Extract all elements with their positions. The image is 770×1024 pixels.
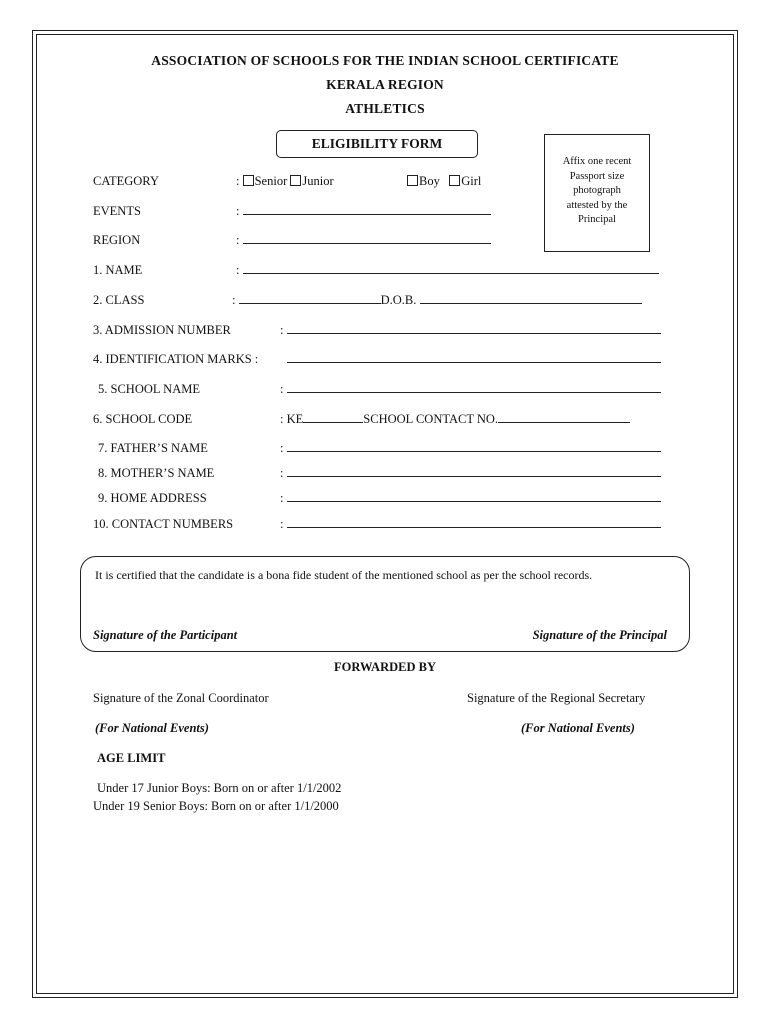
certification-box [80, 556, 690, 652]
school-code-field[interactable] [303, 412, 363, 423]
name-label: 1. NAME [93, 263, 143, 277]
class-field[interactable] [239, 293, 381, 304]
identification-line-wrap [287, 352, 661, 367]
photo-note-line: Passport size [569, 170, 625, 182]
admission-field[interactable] [287, 323, 661, 334]
dob-field[interactable] [420, 293, 642, 304]
events-colon: : [236, 204, 491, 219]
home-address-label: 9. HOME ADDRESS [98, 491, 207, 505]
certification-text: It is certified that the candidate is a bona fide student of the mentioned school as per the school records. [95, 568, 593, 582]
zonal-signature: Signature of the Zonal Coordinator [93, 691, 269, 705]
school-name-field[interactable] [287, 382, 661, 393]
gender-options [407, 174, 481, 189]
form-title: ELIGIBILITY FORM [276, 130, 478, 158]
boy-checkbox[interactable] [407, 175, 418, 186]
header-region: KERALA REGION [326, 77, 444, 92]
school-name-label: 5. SCHOOL NAME [98, 382, 200, 396]
mother-label: 8. MOTHER’S NAME [98, 466, 215, 480]
girl-checkbox[interactable] [449, 175, 460, 186]
dob-label: D.O.B. [380, 293, 417, 307]
name-colon: : [236, 263, 659, 278]
junior-checkbox[interactable] [290, 175, 301, 186]
boy-label: Boy [419, 174, 440, 188]
school-contact-label: SCHOOL CONTACT NO. [363, 412, 499, 426]
contact-numbers-field[interactable] [287, 517, 661, 528]
contact-numbers-colon: : [280, 517, 661, 532]
senior-checkbox[interactable] [243, 175, 254, 186]
girl-label: Girl [461, 174, 482, 188]
identification-label: 4. IDENTIFICATION MARKS : [93, 352, 259, 366]
senior-label: Senior [254, 174, 288, 188]
events-label: EVENTS [93, 204, 141, 218]
home-address-colon: : [280, 491, 661, 506]
region-label: REGION [93, 233, 141, 247]
photo-note-line: Affix one recent [562, 156, 632, 167]
contact-numbers-label: 10. CONTACT NUMBERS [93, 517, 234, 531]
regional-signature: Signature of the Regional Secretary [467, 691, 646, 705]
home-address-field[interactable] [287, 491, 661, 502]
school-code-label: 6. SCHOOL CODE [93, 412, 193, 426]
age-limit-junior: Under 17 Junior Boys: Born on or after 1/1/2002 [97, 781, 342, 795]
identification-field[interactable] [287, 352, 661, 363]
header-association: ASSOCIATION OF SCHOOLS FOR THE INDIAN SCHOOL CERTIFICATE [151, 53, 619, 68]
school-name-colon: : [280, 382, 661, 397]
school-code-colon: : KE SCHOOL CONTACT NO. [280, 412, 630, 427]
mother-colon: : [280, 466, 661, 481]
admission-label: 3. ADMISSION NUMBER [93, 323, 231, 337]
father-label: 7. FATHER’S NAME [98, 441, 208, 455]
admission-colon: : [280, 323, 661, 338]
class-label: 2. CLASS [93, 293, 145, 307]
school-contact-field[interactable] [498, 412, 630, 423]
school-code-prefix: KE [286, 412, 304, 426]
events-field[interactable] [243, 204, 491, 215]
father-colon: : [280, 441, 661, 456]
photo-note-line: photograph [573, 185, 621, 196]
category-options: : Senior Junior [236, 174, 334, 188]
photo-note-line: attested by the [566, 199, 628, 211]
age-limit-heading: AGE LIMIT [97, 751, 166, 765]
junior-label: Junior [302, 174, 334, 188]
header-sport: ATHLETICS [345, 101, 425, 116]
forwarded-heading: FORWARDED BY [334, 660, 436, 674]
regional-note: (For National Events) [521, 721, 635, 735]
participant-signature: Signature of the Participant [93, 628, 238, 642]
category-label: CATEGORY [93, 174, 159, 188]
name-field[interactable] [243, 263, 659, 274]
region-colon: : [236, 233, 491, 248]
mother-field[interactable] [287, 466, 661, 477]
principal-signature: Signature of the Principal [532, 628, 667, 642]
age-limit-senior: Under 19 Senior Boys: Born on or after 1/1/2000 [93, 799, 339, 813]
photo-note-line: Principal [578, 214, 616, 225]
zonal-note: (For National Events) [95, 721, 209, 735]
region-field[interactable] [243, 233, 491, 244]
photo-box [544, 134, 650, 252]
class-colon: : D.O.B. [232, 293, 642, 308]
father-field[interactable] [287, 441, 661, 452]
